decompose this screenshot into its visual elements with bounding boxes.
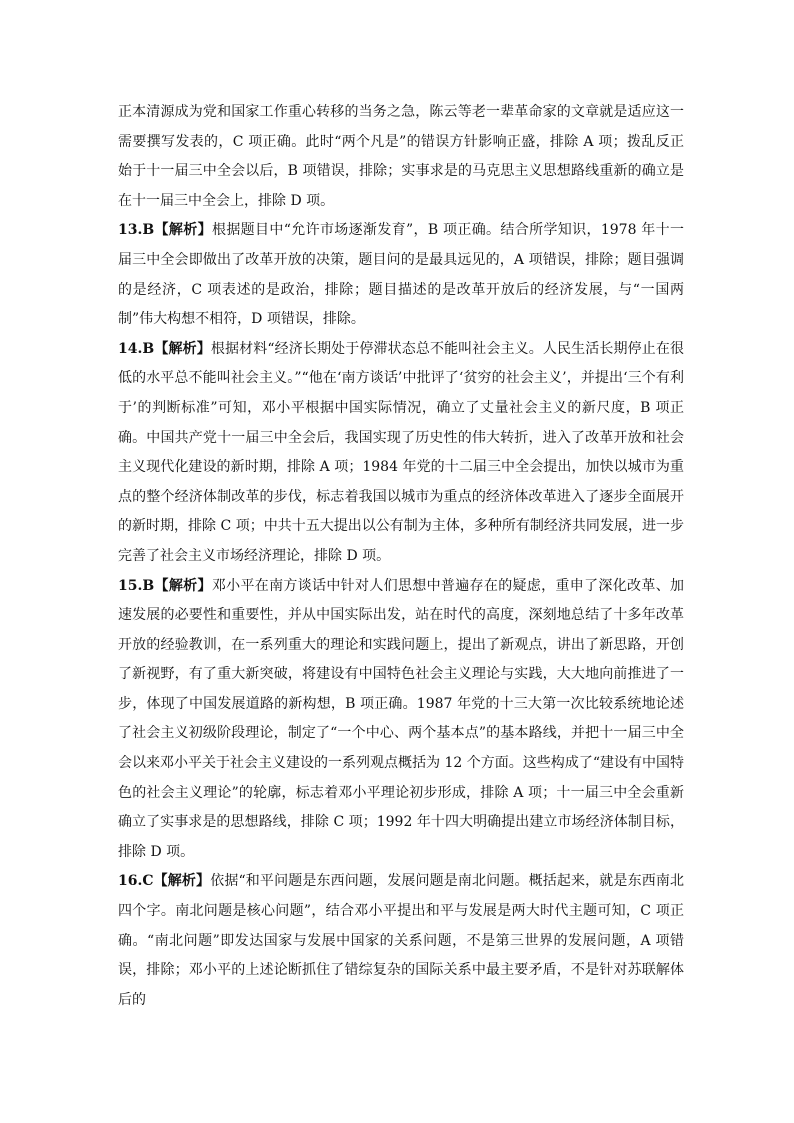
- paragraph-text: 正本清源成为党和国家工作重心转移的当务之急，陈云等老一辈革命家的文章就是适应这一需要撰写发表的，C 项正确。此时“两个凡是”的错误方针影响正盛，排除 A 项；拨乱反正始于十一届三中全会以后，B 项错误，排除；实事求是的马克思主义思想路线重新的确立是在十一届三中全会上，排除 D 项。: [118, 104, 684, 209]
- question-number: 14.B: [118, 340, 155, 357]
- analysis-tag: 【解析】: [154, 340, 211, 357]
- answer-16: [118, 867, 684, 1015]
- document-page: [118, 98, 684, 1015]
- paragraph-text: 根据题目中“允许市场逐渐发育”，B 项正确。结合所学知识，1978 年十一届三中全会即做出了改革开放的决策，题目问的是最具远见的，A 项错误，排除；题目强调的是经济，C 项表述的是政治，排除；题目描述的是改革开放后的经济发展，与“一国两制”伟大构想不相符，D 项错误，排除。: [118, 222, 684, 328]
- answer-13: [118, 216, 684, 334]
- paragraph-text: 邓小平在南方谈话中针对人们思想中普遍存在的疑虑，重申了深化改革、加速发展的必要性和重要性，并从中国实际出发，站在时代的高度，深刻地总结了十多年改革开放的经验教训，在一系列重大的理论和实践问题上，提出了新观点，讲出了新思路，开创了新视野，有了重大新突破，将建设有中国特色社会主义理论与实践，大大地向前推进了一步，体现了中国发展道路的新构想，B 项正确。1987 年党的十三大第一次比较系统地论述了社会主义初级阶段理论，制定了“一个中心、两个基本点”的基本路线，并把十一届三中全会以来邓小平关于社会主义建设的一系列观点概括为 12 个方面。这些构成了“建设有中国特色的社会主义理论”的轮廓，标志着邓小平理论初步形成，排除 A 项；十一届三中全会重新确立了实事求是的思想路线，排除 C 项；1992 年十四大明确提出建立市场经济体制目标，排除 D 项。: [118, 577, 685, 860]
- question-number: 15.B: [118, 577, 155, 594]
- answer-14: [118, 335, 684, 572]
- paragraph-text: 根据材料“经济长期处于停滞状态总不能叫社会主义。人民生活长期停止在很低的水平总不能叫社会主义。”“他在‘南方谈话’中批评了‘贫穷的社会主义’，并提出‘三个有利于’的判断标准”可知，邓小平根据中国实际情况，确立了丈量社会主义的新尺度，B 项正确。中国共产党十一届三中全会后，我国实现了历史性的伟大转折，进入了改革开放和社会主义现代化建设的新时期，排除 A 项；1984 年党的十二届三中全会提出，加快以城市为重点的整个经济体制改革的步伐，标志着我国以城市为重点的经济体改革进入了逐步全面展开的新时期，排除 C 项；中共十五大提出以公有制为主体，多种所有制经济共同发展，进一步完善了社会主义市场经济理论，排除 D 项。: [118, 340, 685, 564]
- analysis-tag: 【解析】: [153, 873, 211, 890]
- analysis-tag: 【解析】: [154, 222, 212, 239]
- paragraph-text: 依据“和平问题是东西问题，发展问题是南北问题。概括起来，就是东西南北四个字。南北问题是核心问题”，结合邓小平提出和平与发展是两大时代主题可知，C 项正确。“南北问题”即发达国家与发展中国家的关系问题，不是第三世界的发展问题，A 项错误，排除；邓小平的上述论断抓住了错综复杂的国际关系中最主要矛盾，不是针对苏联解体后的: [118, 873, 684, 1008]
- analysis-tag: 【解析】: [154, 577, 212, 594]
- question-number: 13.B: [118, 222, 155, 239]
- answer-15: [118, 572, 684, 868]
- question-number: 16.C: [118, 873, 154, 890]
- paragraph-continuation: [118, 98, 684, 216]
